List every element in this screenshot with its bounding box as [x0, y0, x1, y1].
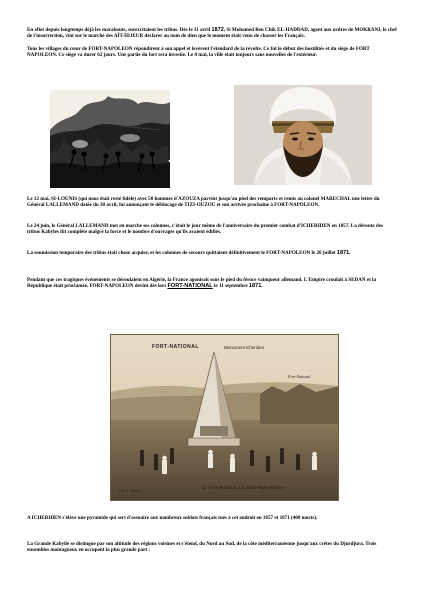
- postcard-collection: Coll. J. Geiser: [118, 489, 141, 493]
- battle-engraving-image: [50, 90, 170, 188]
- postcard-corner-label: Fort-National: [288, 374, 311, 379]
- postcard-caption: Le Fort-National à Larbaa-Nath-Irathen: [202, 486, 284, 491]
- paragraph-icheriden: A ICHERIDEN s'élève une pyramide qui sert d'ossuaire aux nombreux soldats français tués à cet endroit en 1857 et 1871 (400 morts).: [27, 515, 318, 521]
- postcard-subtitle: Monument Icheriden: [224, 345, 265, 350]
- paragraph-villages: Tous les villages du cœur de FORT-NAPOLEON répondirent à son appel et levèrent l'étendard de la révolte. Ce fut le début des hostilités et du siège de FORT NAPOLEON. Ce siège va durer 62 jours. Une partie du fort sera investie. Le 8 mai, la ville était toujours sans nouvelles de l'extérieur.: [27, 46, 370, 59]
- paragraph-submission: La soumission temporaire des tribus était chose acquise, et les colonnes de secours quittaient définitivement le FORT-NAPOLEON le 20 juillet 1871.: [27, 250, 351, 256]
- paragraph-fort-national: Pendant que ces tragiques événements se déroulaient en Algérie, la France agonisait sous le pied du féroce vainqueur allemand. L'Empire croulait à SEDAN et la République était proclamée. FORT-NAPOLEON devint dès lors FORT-NATIONAL le 11 septembre 1871.: [27, 277, 377, 290]
- portrait-photo: [234, 85, 372, 185]
- portrait-illustration: [234, 85, 372, 185]
- postcard-title: FORT-NATIONAL: [152, 344, 199, 350]
- battle-engraving-illustration: [50, 90, 170, 188]
- postcard-monument-icheriden: [110, 334, 339, 501]
- paragraph-grande-kabylie: La Grande Kabylie se distingue par son altitude des régions voisines et s'étend, du Nord au Sud, de la côte méditerranéenne jusqu'aux crêtes du Djurdjura. Trois ensembles montagneux en occupent la plus grande part :: [27, 541, 377, 554]
- paragraph-lallemand: Le 24 juin, le Général LALLEMAND met en marche ses colonnes, c'était le jour même de l'anniversaire du premier combat d'ICHERIDEN en 1857. La déroute des tribus Kabyles fût complète malgré la force et le nombre d'ouvrages qu'ils avaient édifiés.: [27, 223, 383, 236]
- paragraph-si-lounis: Le 12 mai, SI-LOUNIS (qui nous était resté fidèle) avec 50 hommes d'AZOUZA parvint jusqu'au pied des remparts et remis au colonel MARECHAL une lettre du Général LALLEMAND datée du 30 avril, lui annonçant le déblocage de TIZI-OUZOU et son arrivée prochaine à FORT-NAPOLEON.: [27, 196, 380, 209]
- postcard-illustration: [110, 334, 339, 501]
- paragraph-intro: En effet depuis longtemps déjà les marabouts, surexcitaient les tribus. Dès le 11 avril 1872, Si Mohamed Ben Chik EL-HADDAD, agent aux ordres de MOKRANI, le chef de l'insurrection, vint sur le marché des AÏT-IDJEUR déclarer au nom de dieu que le moment était venu de chasser les Français.: [27, 27, 397, 40]
